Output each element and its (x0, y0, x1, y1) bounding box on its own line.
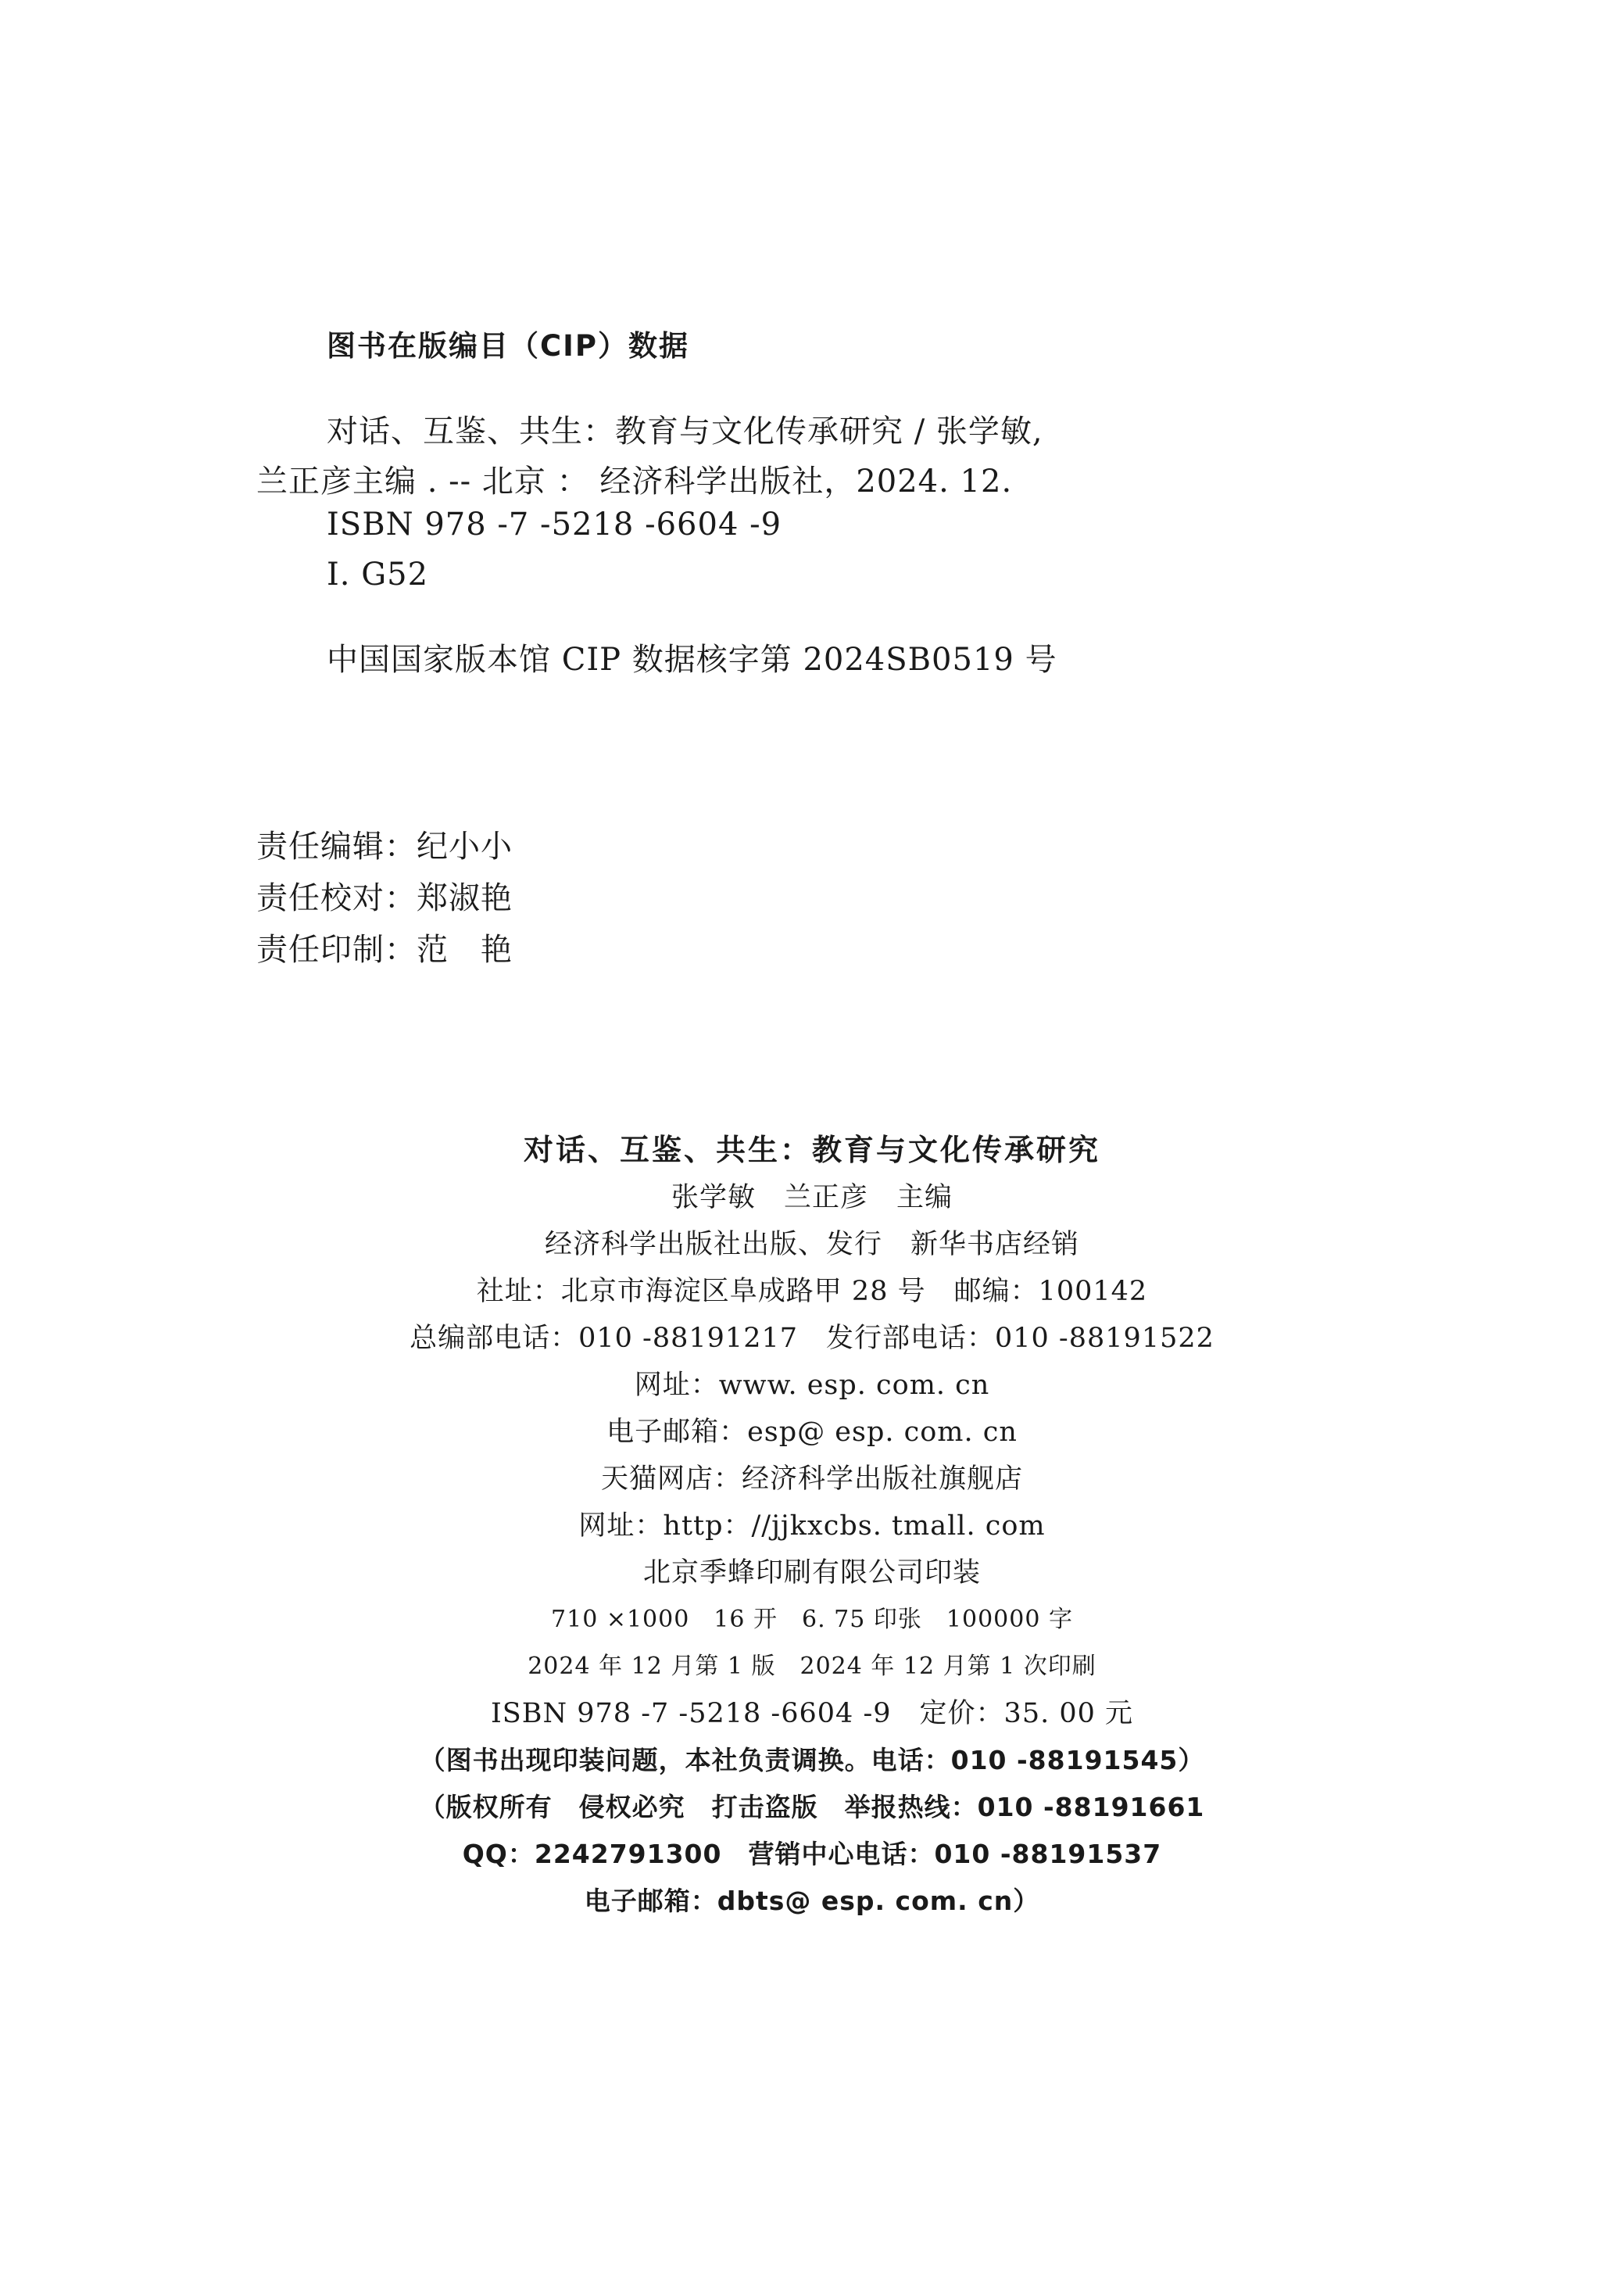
colophon (0, 1126, 1624, 1925)
colophon-publisher: 经济科学出版社出版、发行 新华书店经销 (544, 1229, 1079, 1260)
colophon-notice-email: 电子邮箱：dbts@ esp. com. cn） (584, 1886, 1040, 1916)
cip-publication-line: 兰正彦主编 . -- 北京 ： 经济科学出版社，2024. 12. (256, 464, 1013, 500)
colophon-tmall-store: 天猫网店：经济科学出版社旗舰店 (600, 1463, 1023, 1495)
colophon-website: 网址：www. esp. com. cn (634, 1370, 990, 1401)
colophon-notice-copyright: （版权所有 侵权必究 打击盗版 举报热线：010 -88191661 (419, 1792, 1205, 1822)
colophon-tmall-url: 网址：http：//jjkxcbs. tmall. com (578, 1510, 1046, 1542)
colophon-notice-defects: （图书出现印装问题，本社负责调换。电话：010 -88191545） (419, 1745, 1205, 1775)
colophon-printer: 北京季蜂印刷有限公司印装 (642, 1557, 981, 1589)
colophon-title: 对话、互鉴、共生：教育与文化传承研究 (523, 1133, 1100, 1167)
colophon-email: 电子邮箱：esp@ esp. com. cn (606, 1417, 1018, 1448)
staff-proofreader: 责任校对：郑淑艳 (256, 880, 513, 916)
colophon-specs: 710 ×1000 16 开 6. 75 印张 100000 字 (551, 1606, 1073, 1633)
colophon-phones: 总编部电话：010 -88191217 发行部电话：010 -88191522 (410, 1323, 1214, 1354)
colophon-notice-qq: QQ：2242791300 营销中心电话：010 -88191537 (462, 1839, 1162, 1869)
colophon-address: 社址：北京市海淀区阜成路甲 28 号 邮编：100142 (476, 1276, 1148, 1307)
cip-isbn-line: ISBN 978 -7 -5218 -6604 -9 (327, 507, 782, 543)
staff-credits (256, 821, 513, 976)
colophon-editors: 张学敏 兰正彦 主编 (671, 1182, 953, 1213)
staff-editor: 责任编辑：纪小小 (256, 829, 513, 865)
colophon-isbn-price: ISBN 978 -7 -5218 -6604 -9 定价：35. 00 元 (490, 1698, 1133, 1729)
staff-print-supervisor: 责任印制：范 艳 (256, 932, 513, 968)
cip-heading: 图书在版编目（CIP）数据 (327, 329, 690, 363)
cip-title-line: 对话、互鉴、共生：教育与文化传承研究 / 张学敏, (327, 414, 1043, 450)
cip-classification-line: Ⅰ. G52 (327, 557, 429, 593)
cip-record-number: 中国国家版本馆 CIP 数据核字第 2024SB0519 号 (327, 642, 1057, 678)
colophon-edition: 2024 年 12 月第 1 版 2024 年 12 月第 1 次印刷 (528, 1653, 1096, 1680)
